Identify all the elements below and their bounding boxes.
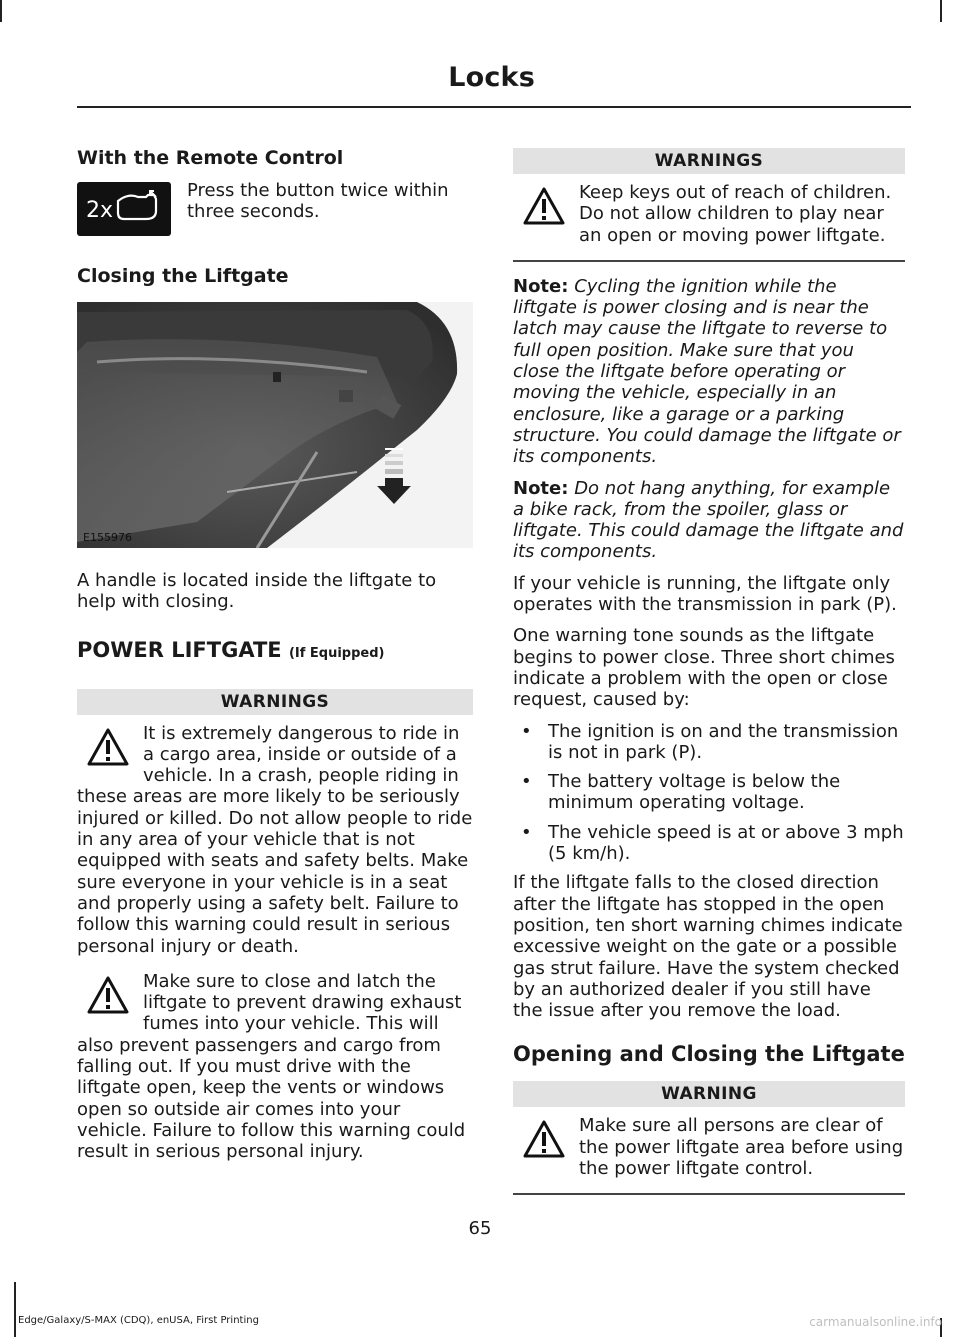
tone-text: One warning tone sounds as the liftgate begins to power close. Three short chimes indicate a problem with the open or close request, caused by: [513, 625, 895, 711]
closing-liftgate-heading: Closing the Liftgate [77, 265, 289, 287]
crop-mark-top-left [0, 0, 2, 22]
warning-cargo-area [77, 723, 473, 957]
list-item: • The vehicle speed is at or above 3 mph (5 km/h). [521, 821, 904, 865]
warning-persons [513, 1115, 905, 1179]
list-item: • The battery voltage is below the minimum operating voltage. [521, 771, 841, 814]
running-text: If your vehicle is running, the liftgate only operates with the transmission in park (P). [513, 572, 897, 616]
opening-closing-heading: Opening and Closing the Liftgate [513, 1042, 905, 1067]
page-number: 65 [468, 1218, 492, 1239]
warning-triangle-icon [87, 975, 129, 1015]
note-ignition [513, 276, 905, 468]
crop-mark-bottom-left [14, 1282, 16, 1337]
list-item: • The ignition is on and the transmission is not in park (P). [521, 720, 899, 763]
power-liftgate-title: POWER LIFTGATE [77, 637, 282, 662]
liftgate-closing-figure [77, 302, 473, 548]
warnings-banner: WARNINGS [513, 148, 905, 174]
handle-text: A handle is located inside the liftgate to help with closing. [77, 570, 437, 613]
warnings-banner: WARNINGS [77, 689, 473, 715]
page-title: Locks [448, 62, 535, 93]
power-liftgate-equipped: (If Equipped) [288, 645, 385, 661]
remote-instruction [77, 182, 473, 236]
warning-persons-text: Make sure all persons are clear of the power liftgate area before using the power liftgate control. [579, 1115, 904, 1179]
remote-control-heading: With the Remote Control [77, 147, 344, 169]
chime-causes-list [513, 721, 905, 865]
warning-triangle-icon [87, 727, 129, 767]
remote-liftgate-2x-icon [77, 182, 171, 236]
power-liftgate-heading [77, 637, 473, 667]
watermark: carmanualsonline.info [809, 1315, 942, 1329]
title-rule [77, 106, 911, 108]
warning-triangle-icon [523, 186, 565, 226]
note-bike-rack [513, 478, 905, 563]
warning-exhaust-text: Make sure to close and latch the liftgate to prevent drawing exhaust fumes into your vehicle. This will also prevent passengers and cargo from falling out. If you must drive with the liftgate open, keep the vents or windows open so outside air comes into your vehicle. Failure to follow this warning could result in serious personal injury. [77, 970, 466, 1163]
warning-cargo-text: It is extremely dangerous to ride in a cargo area, inside or outside of a vehicle. In a crash, people riding in these areas are more likely to be seriously injured or killed. Do not allow people to ride in any area of your vehicle that is not equipped with seats and safety belts. Make sure everyone in your vehicle is in a seat and properly using a safety belt. Failure to follow this warning could result in serious personal injury or death. [77, 722, 473, 957]
note-label: Note: [513, 477, 569, 499]
edition-footer: Edge/Galaxy/S-MAX (CDQ), enUSA, First Printing [18, 1315, 259, 1326]
warning-triangle-icon [523, 1119, 565, 1159]
warning-children-text: Keep keys out of reach of children. Do not allow children to play near an open or moving power liftgate. [579, 182, 892, 246]
warning-banner: WARNING [513, 1081, 905, 1107]
warning-exhaust [77, 971, 473, 1163]
warning-end-rule [513, 1193, 905, 1195]
note-ignition-text: Cycling the ignition while the liftgate is power closing and is near the latch may cause the liftgate to reverse to full open position. Make sure that you close the liftgate before operating or moving the vehicle, especially in an enclosure, like a garage or a parking structure. You could damage the liftgate or its components. [513, 275, 901, 468]
remote-instruction-text: Press the button twice within three seconds. [187, 180, 449, 223]
warning-children [513, 182, 905, 246]
note-label: Note: [513, 275, 569, 297]
right-column [513, 146, 905, 1195]
crop-mark-top-right [940, 0, 942, 22]
remote-icon-label: 2x [86, 198, 114, 223]
left-column [77, 146, 473, 1163]
figure-id: E155976 [83, 531, 132, 544]
falls-text: If the liftgate falls to the closed direction after the liftgate has stopped in the open position, ten short warning chimes indicate excessive weight on the gate or a possible gas strut failure. Have the system checked by an authorized dealer if you still have the issue after you remove the load. [513, 872, 903, 1022]
liftgate-photo [77, 302, 473, 548]
note-bike-rack-text: Do not hang anything, for example a bike rack, from the spoiler, glass or liftgate. This could damage the liftgate and its components. [513, 477, 904, 563]
